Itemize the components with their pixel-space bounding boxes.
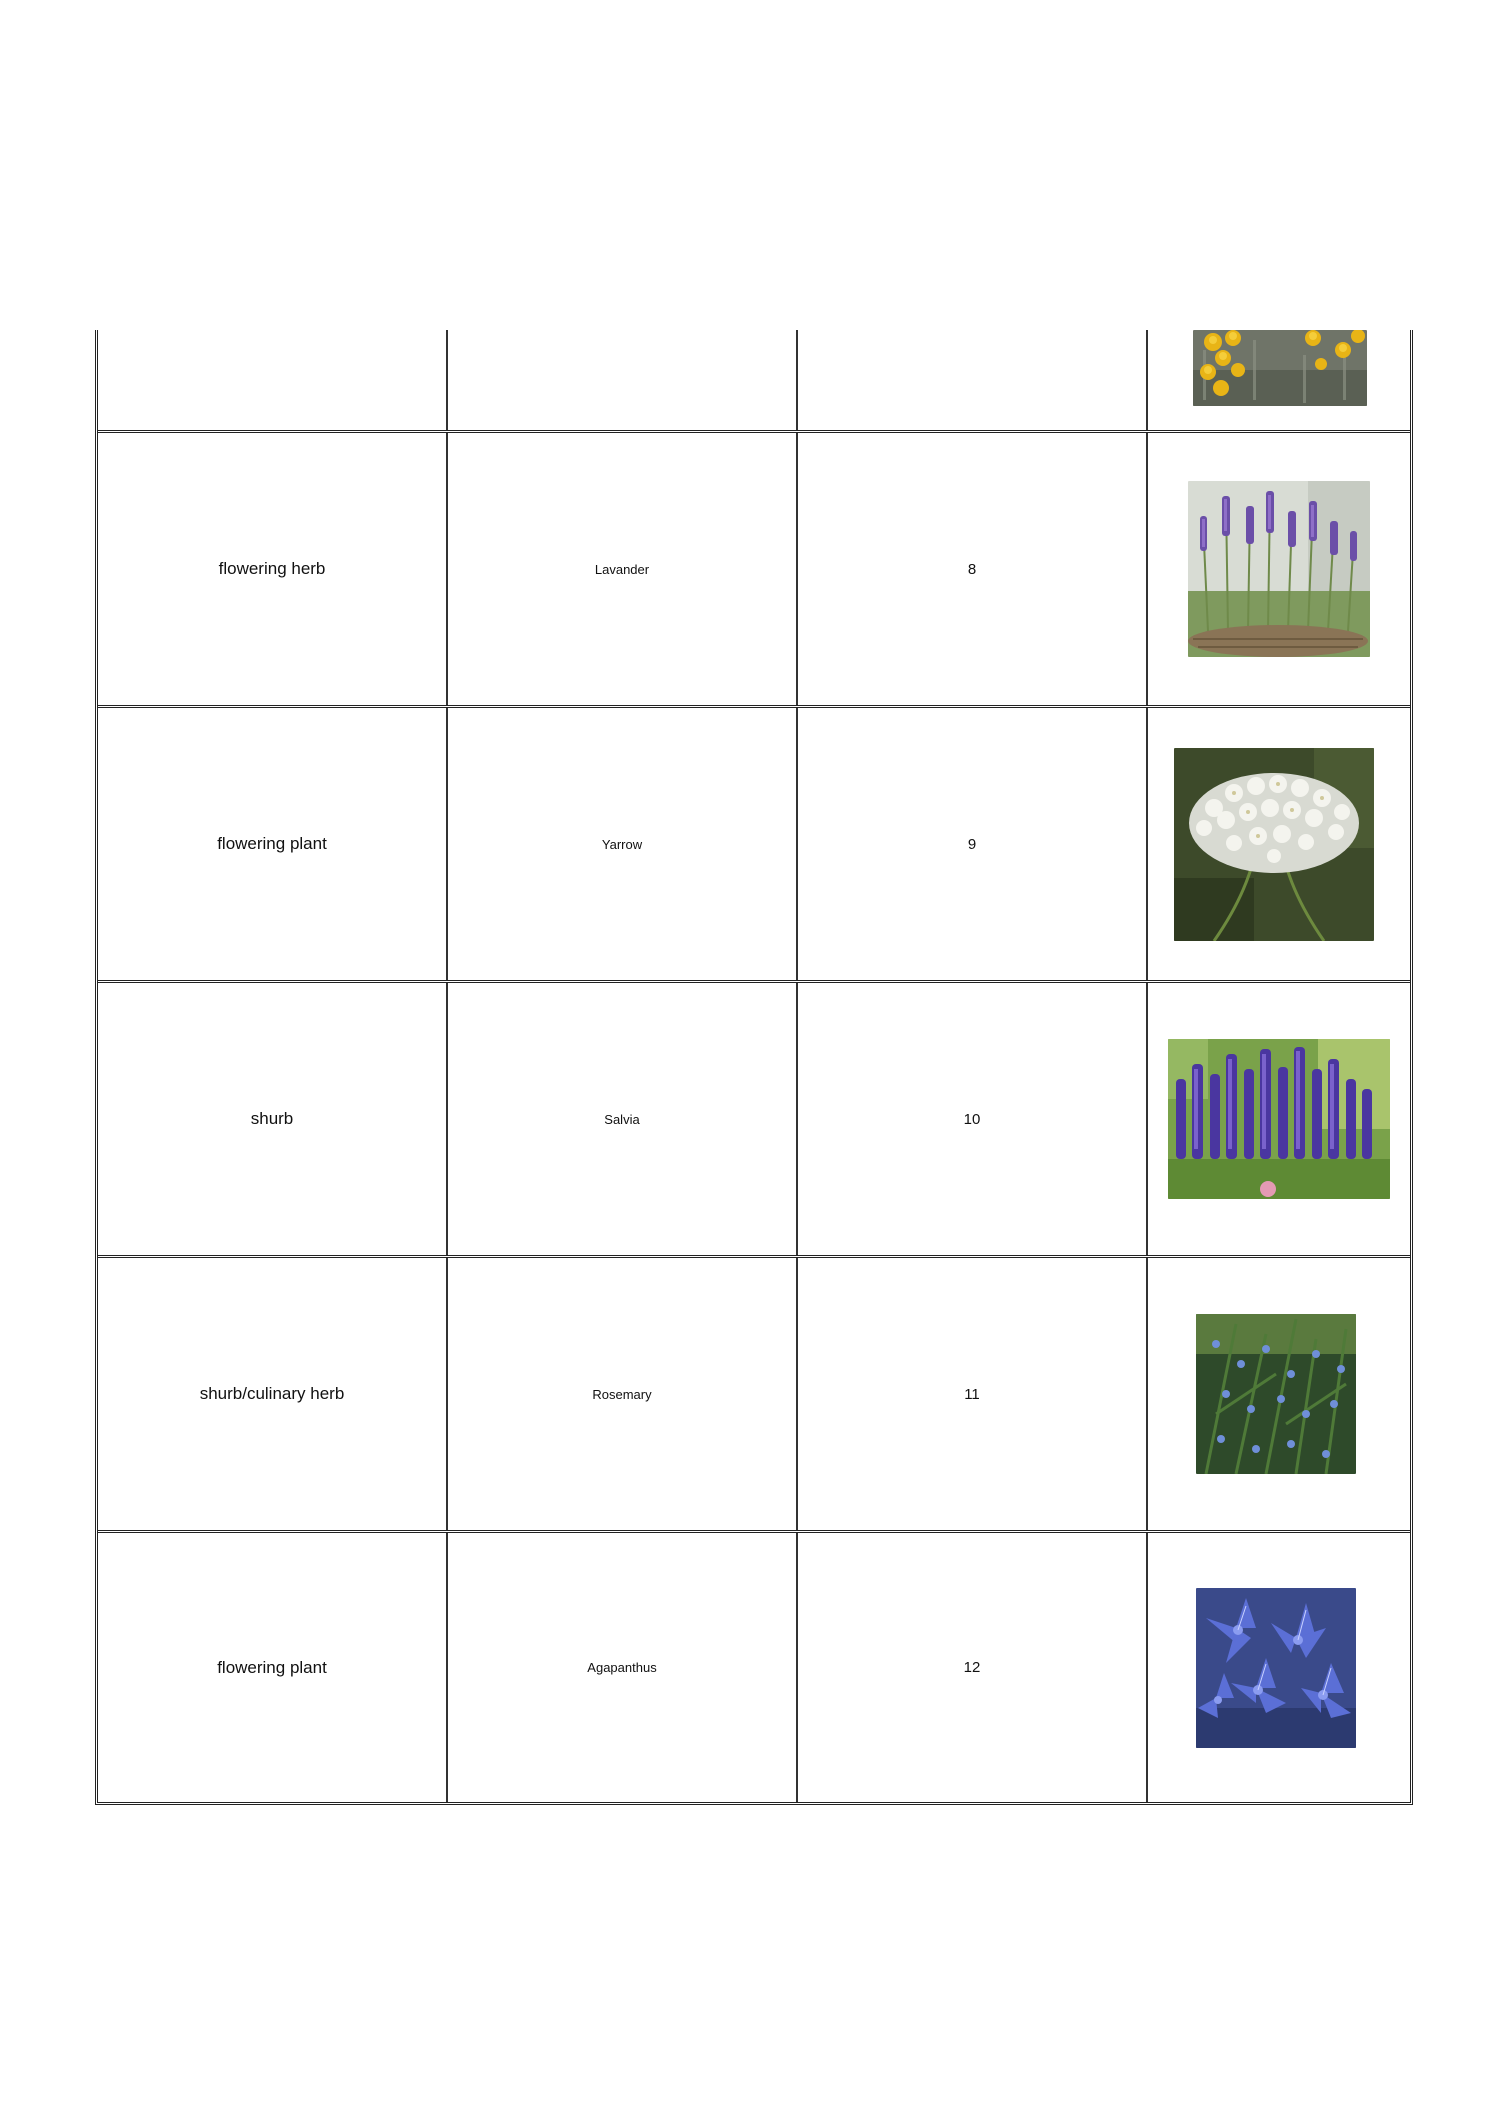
plant-name-cell (448, 433, 798, 705)
plant-photo-cell (1148, 1533, 1410, 1802)
plant-table (95, 330, 1413, 1805)
rosemary-photo (1196, 1314, 1356, 1474)
plant-number: 8 (967, 560, 977, 578)
yellow-flower-photo (1193, 330, 1367, 406)
plant-photo-cell (1148, 1258, 1410, 1530)
plant-number-cell (798, 330, 1148, 430)
plant-type-cell (98, 983, 448, 1255)
plant-number-cell (798, 983, 1148, 1255)
plant-type-cell (98, 433, 448, 705)
plant-number-cell (798, 708, 1148, 980)
plant-number: 12 (963, 1659, 981, 1676)
table-row (98, 980, 1410, 1255)
salvia-photo (1168, 1039, 1390, 1199)
plant-type-cell (98, 1533, 448, 1802)
plant-photo-cell (1148, 708, 1410, 980)
plant-name: Salvia (604, 1111, 640, 1127)
table-row (98, 330, 1410, 430)
plant-name-cell (448, 330, 798, 430)
plant-type: shurb (250, 1109, 294, 1128)
plant-name-cell (448, 1533, 798, 1802)
lavender-photo (1188, 481, 1370, 657)
plant-number-cell (798, 1533, 1148, 1802)
plant-type: flowering plant (217, 834, 327, 853)
plant-name-cell (448, 983, 798, 1255)
plant-name-cell (448, 1258, 798, 1530)
yarrow-photo (1174, 748, 1374, 941)
plant-name: Rosemary (592, 1386, 652, 1402)
plant-name-cell (448, 708, 798, 980)
plant-photo-cell (1148, 433, 1410, 705)
plant-photo-cell (1148, 330, 1410, 430)
plant-type-cell (98, 1258, 448, 1530)
plant-number: 9 (967, 835, 977, 853)
plant-type-cell (98, 708, 448, 980)
plant-number: 10 (963, 1110, 981, 1128)
plant-type-cell (98, 330, 448, 430)
plant-number: 11 (964, 1385, 980, 1403)
table-row (98, 1530, 1410, 1802)
agapanthus-photo (1196, 1588, 1356, 1748)
plant-name: Yarrow (601, 836, 643, 852)
plant-type: shurb/culinary herb (199, 1384, 345, 1403)
plant-number-cell (798, 433, 1148, 705)
plant-number-cell (798, 1258, 1148, 1530)
table-row (98, 430, 1410, 705)
table-row (98, 1255, 1410, 1530)
plant-photo-cell (1148, 983, 1410, 1255)
plant-type: flowering herb (218, 559, 326, 578)
plant-name: Agapanthus (587, 1660, 657, 1675)
plant-name: Lavander (594, 561, 650, 577)
plant-type: flowering plant (217, 1657, 327, 1677)
table-row (98, 705, 1410, 980)
